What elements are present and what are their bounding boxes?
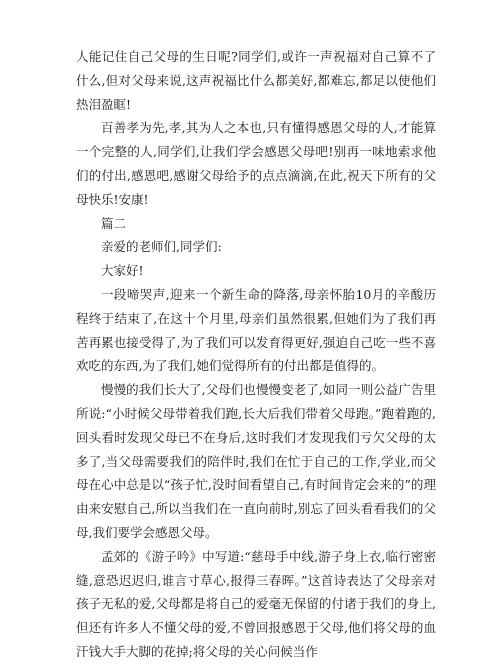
paragraph-1: 人能记住自己父母的生日呢?同学们,或许一声祝福对自己算不了什么,但对父母来说,这声祝福比什么都美好,都难忘,都足以使他们热泪盈眶! bbox=[76, 49, 436, 112]
paragraph-4: 慢慢的我们长大了,父母们也慢慢变老了,如同一则公益广告里所说:“小时候父母带着我们跑,长大后我们带着父母跑。”跑着跑的,回头看时发现父母已不在身后,这时我们才发现我们亏欠父母的太多了,当父母需要我们的陪伴时,我们在忙于自己的工作,学业,而父母在心中总是以“孩子忙,没时间看望自己,有时间肯定会来的”的理由来安慰自己,所以当我们在一直向前时,别忘了回头看看我们的父母,我们要学会感恩父母。 bbox=[76, 382, 436, 540]
section-heading: 篇二 bbox=[101, 215, 127, 231]
paragraph-5: 孟郊的《游子吟》中写道:“慈母手中线,游子身上衣,临行密密缝,意恐迟迟归,谁言寸草心,报得三春晖。”这首诗表达了父母亲对孩子无私的爱,父母都是将自己的爱毫无保留的付诸于我们的身上,但还有许多人不懂父母的爱,不曾回报感恩于父母,他们将父母的血汗钱大手大脚的花掉;将父母的关心问候当作 bbox=[76, 548, 436, 659]
document-body bbox=[76, 45, 436, 664]
greeting: 大家好! bbox=[101, 263, 144, 279]
paragraph-3: 一段啼哭声,迎来一个新生命的降落,母亲怀胎10月的辛酸历程终于结束了,在这十个月里,母亲们虽然很累,但她们为了我们再苦再累也接受得了,为了我们可以发育得更好,强迫自己吃一些不喜欢吃的东西,为了我们,她们觉得所有的付出都是值得的。 bbox=[76, 286, 436, 374]
paragraph-2: 百善孝为先,孝,其为人之本也,只有懂得感恩父母的人,才能算一个完整的人,同学们,让我们学会感恩父母吧!别再一味地索求他们的付出,感恩吧,感谢父母给予的点点滴滴,在此,祝天下所有的父母快乐!安康! bbox=[76, 120, 436, 207]
salutation: 亲爱的老师们,同学们: bbox=[101, 239, 222, 255]
